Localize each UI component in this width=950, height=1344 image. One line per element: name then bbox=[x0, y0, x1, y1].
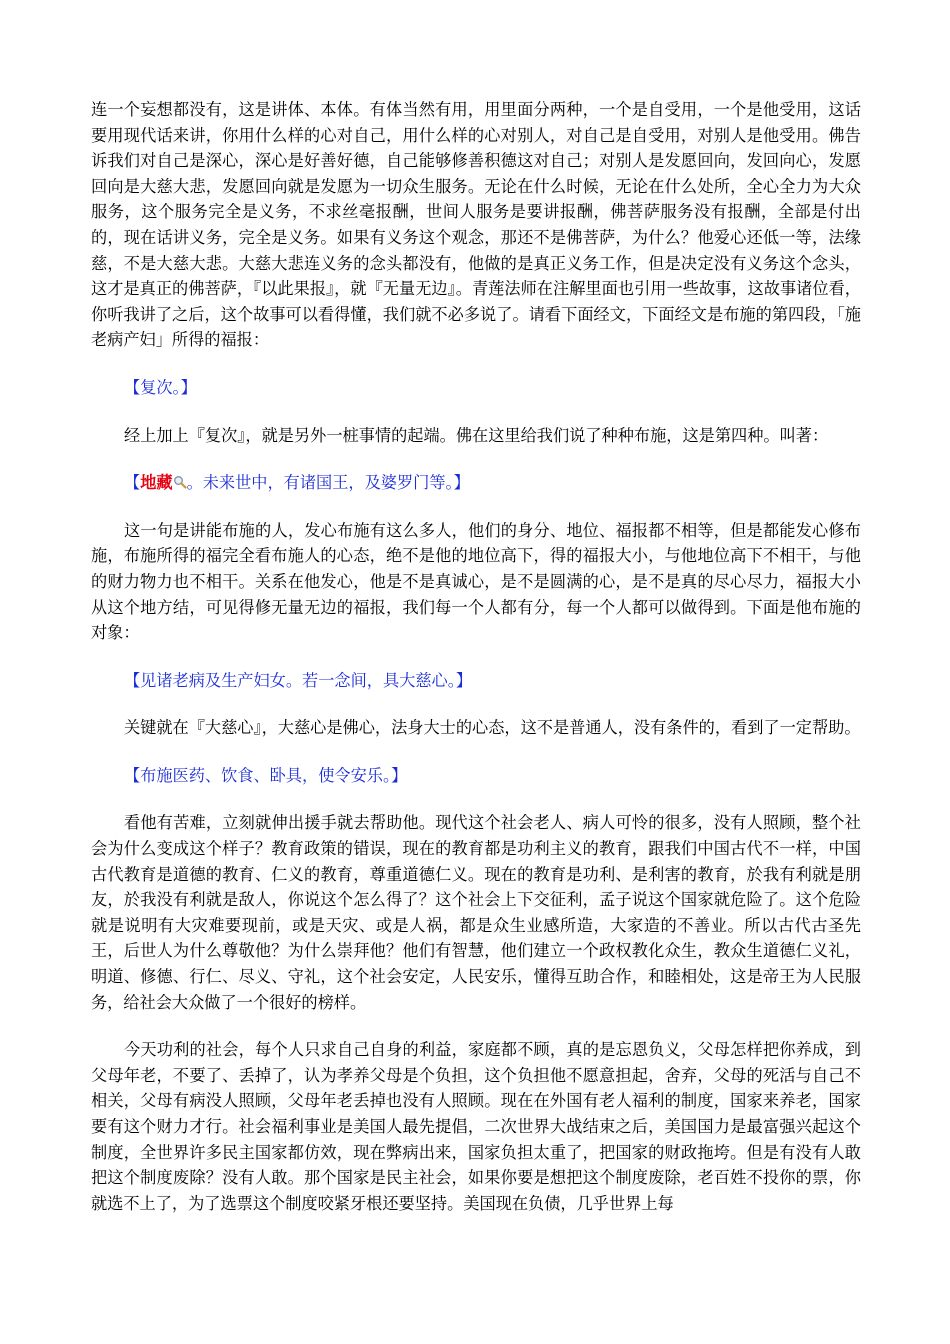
paragraph-3: 这一句是讲能布施的人，发心布施有这么多人，他们的身分、地位、福报都不相等，但是都能发心修布施，布施所得的福完全看布施人的心态，绝不是他的地位高下，得的福报大小，与他地位高下不相干，与他的财力物力也不相干。关系在他发心，他是不是真诚心，是不是圆满的心，是不是真的尽心尽力，福报大小从这个地方结，可见得修无量无边的福报，我们每一个人都有分，每一个人都可以做得到。下面是他布施的对象： bbox=[91, 520, 861, 643]
sutra-quote-2 bbox=[124, 470, 861, 496]
sutra-quote-4: 【布施医药、饮食、卧具，使令安乐。】 bbox=[124, 765, 408, 785]
document-page bbox=[91, 97, 861, 1238]
sutra-quote-3: 【见诸老病及生产妇女。若一念间，具大慈心。】 bbox=[124, 670, 473, 690]
magnifier-icon[interactable] bbox=[173, 471, 187, 485]
sutra-open-bracket: 【 bbox=[124, 473, 141, 493]
sutra-quote-2-rest: 。未来世中，有诸国王，及婆罗门等。】 bbox=[186, 473, 470, 493]
paragraph-1: 连一个妄想都没有，这是讲体、本体。有体当然有用，用里面分两种，一个是自受用，一个是他受用，这话要用现代话来讲，你用什么样的心对自己，用什么样的心对别人，对自己是自受用，对别人是他受用。佛告诉我们对自己是深心，深心是好善好德，自己能够修善积德这对自己；对别人是发愿回向，发回向心，发愿回向是大慈大悲，发愿回向就是发愿为一切众生服务。无论在什么时候，无论在什么处所，全心全力为大众服务，这个服务完全是义务，不求丝毫报酬，世间人服务是要讲报酬，佛菩萨服务没有报酬，全部是付出的，现在话讲义务，完全是义务。如果有义务这个观念，那还不是佛菩萨，为什么？他爱心还低一等，法缘慈，不是大慈大悲。大慈大悲连义务的念头都没有，他做的是真正义务工作，但是决定没有义务这个念头，这才是真正的佛菩萨，『以此果报』，就『无量无边』。青莲法师在注解里面也引用一些故事，这故事诸位看，你听我讲了之后，这个故事可以看得懂，我们就不必多说了。请看下面经文，下面经文是布施的第四段，「施老病产妇」所得的福报： bbox=[91, 100, 861, 350]
paragraph-6: 今天功利的社会，每个人只求自己自身的利益，家庭都不顾，真的是忘恩负义，父母怎样把你养成，到父母年老，不要了、丢掉了，认为孝养父母是个负担，这个负担他不愿意担起，舍弃，父母的死活与自己不相关，父母有病没人照顾，父母年老丢掉也没有人照顾。现在在外国有老人福利的制度，国家来养老，国家要有这个财力才行。社会福利事业是美国人最先提倡，二次世界大战结束之后，美国国力是最富强兴起这个制度，全世界许多民主国家都仿效，现在弊病出来，国家负担太重了，把国家的财政拖垮。但是有没有人敢把这个制度废除？没有人敢。那个国家是民主社会，如果你要是想把这个制度废除，老百姓不投你的票，你就选不上了，为了选票这个制度咬紧牙根还要坚持。美国现在负债，几乎世界上每 bbox=[91, 1040, 861, 1213]
sutra-quote-1: 【复次。】 bbox=[124, 377, 197, 397]
paragraph-5: 看他有苦难，立刻就伸出援手就去帮助他。现代这个社会老人、病人可怜的很多，没有人照顾，整个社会为什么变成这个样子？教育政策的错误，现在的教育都是功利主义的教育，跟我们中国古代不一样，中国古代教育是道德的教育、仁义的教育，尊重道德仁义。现在的教育是功利、是利害的教育，於我有利就是朋友，於我没有利就是敌人，你说这个怎么得了？这个社会上下交征利，孟子说这个国家就危险了。这个危险就是说明有大灾难要现前，或是天灾、或是人祸，都是众生业感所造，大家造的不善业。所以古代古圣先王，后世人为什么尊敬他？为什么崇拜他？他们有智慧，他们建立一个政权教化众生，教众生道德仁义礼，明道、修德、行仁、尽义、守礼，这个社会安定，人民安乐，懂得互助合作，和睦相处，这是帝王为人民服务，给社会大众做了一个很好的榜样。 bbox=[91, 813, 861, 1012]
paragraph-4: 关键就在『大慈心』，大慈心是佛心，法身大士的心态，这不是普通人，没有条件的，看到了一定帮助。 bbox=[124, 718, 861, 738]
dizang-keyword-link[interactable]: 地藏 bbox=[140, 473, 173, 493]
paragraph-2: 经上加上『复次』，就是另外一桩事情的起端。佛在这里给我们说了种种布施，这是第四种。叫著： bbox=[124, 425, 829, 445]
